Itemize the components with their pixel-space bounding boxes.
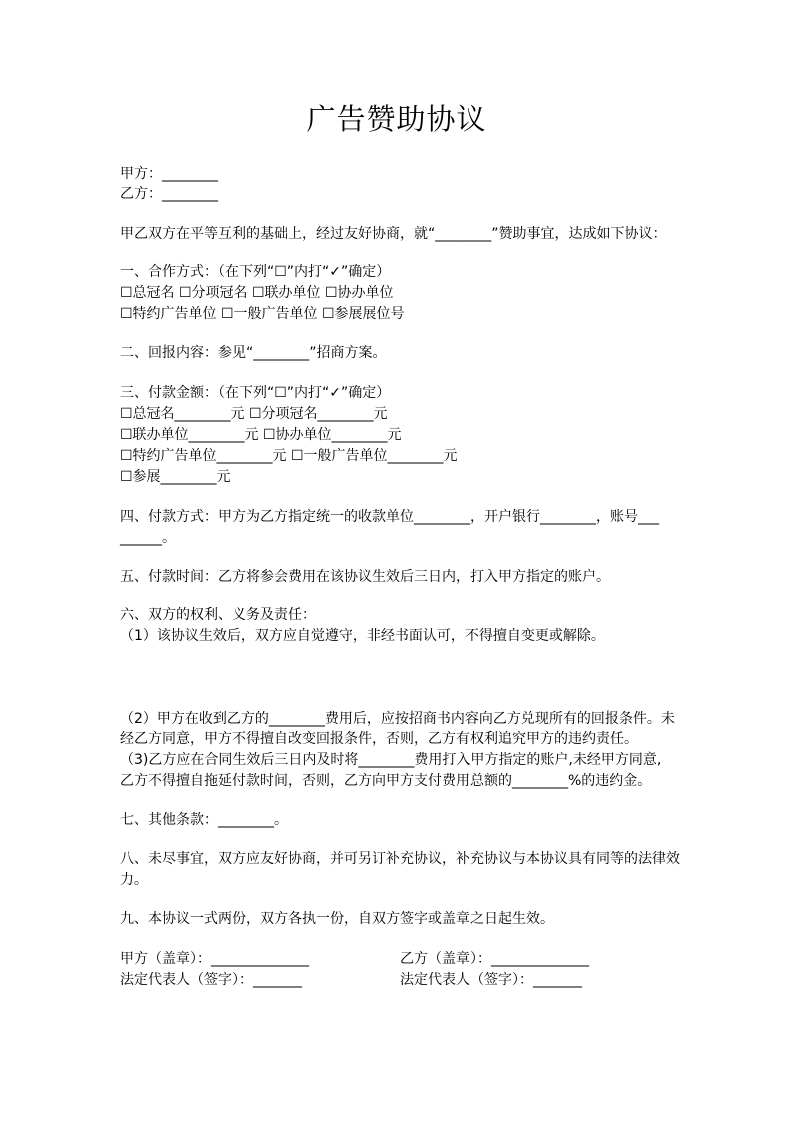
section-3-row-2: ☐联办单位________元 ☐协办单位________元: [120, 427, 402, 443]
section-4-line-1: 四、付款方式：甲方为乙方指定统一的收款单位________，开户银行________，账号___: [120, 509, 659, 525]
section-5: 五、付款时间：乙方将参会费用在该协议生效后三日内，打入甲方指定的账户。: [120, 569, 610, 585]
party-a-representative-line: 法定代表人（签字）：_______: [120, 972, 302, 988]
section-3-heading: 三、付款金额：（在下列“☐”内打“✓”确定）: [120, 385, 391, 401]
section-8-line-2: 力。: [120, 872, 148, 888]
section-9: 九、本协议一式两份，双方各执一份，自双方签字或盖章之日起生效。: [120, 911, 554, 927]
section-6-item-2-line-2: 经乙方同意，甲方不得擅自改变回报条件，否则，乙方有权利追究甲方的违约责任。: [120, 731, 638, 747]
section-1-options-row-1: ☐总冠名 ☐分项冠名 ☐联办单位 ☐协办单位: [120, 285, 394, 301]
section-3-row-4: ☐参展________元: [120, 469, 231, 485]
section-4-line-2: ______。: [120, 530, 176, 546]
section-3-row-3: ☐特约广告单位________元 ☐一般广告单位________元: [120, 448, 458, 464]
party-b-line: 乙方：________: [120, 186, 218, 202]
party-b-representative-line: 法定代表人（签字）：_______: [400, 972, 582, 988]
party-b-seal-line: 乙方（盖章）：______________: [400, 951, 589, 967]
party-a-line: 甲方：________: [120, 166, 218, 182]
intro-paragraph: 甲乙双方在平等互利的基础上，经过友好协商，就“________”赞助事宜，达成如下协议：: [120, 226, 667, 242]
section-6-item-1: （1）该协议生效后，双方应自觉遵守，非经书面认可，不得擅自变更或解除。: [120, 628, 605, 644]
section-2: 二、回报内容：参见“________”招商方案。: [120, 345, 387, 361]
section-3-row-1: ☐总冠名________元 ☐分项冠名________元: [120, 406, 388, 422]
section-6-heading: 六、双方的权利、义务及责任：: [120, 607, 316, 623]
document-title: 广告赞助协议: [306, 102, 487, 136]
section-6-item-3-line-2: 乙方不得擅自拖延付款时间，否则，乙方向甲方支付费用总额的________%的违约金。: [120, 773, 652, 789]
section-6-item-3-line-1: （3)乙方应在合同生效后三日内及时将________费用打入甲方指定的账户,未经甲方同意,: [120, 752, 662, 768]
section-1-heading: 一、合作方式：（在下列“☐”内打“✓”确定）: [120, 264, 391, 280]
party-a-seal-line: 甲方（盖章）：______________: [120, 951, 309, 967]
section-8-line-1: 八、未尽事宜，双方应友好协商，并可另订补充协议，补充协议与本协议具有同等的法律效: [120, 851, 680, 867]
section-1-options-row-2: ☐特约广告单位 ☐一般广告单位 ☐参展展位号: [120, 306, 405, 322]
section-7: 七、其他条款：________。: [120, 812, 288, 828]
section-6-item-2-line-1: （2）甲方在收到乙方的________费用后，应按招商书内容向乙方兑现所有的回报条件。未: [120, 711, 675, 727]
